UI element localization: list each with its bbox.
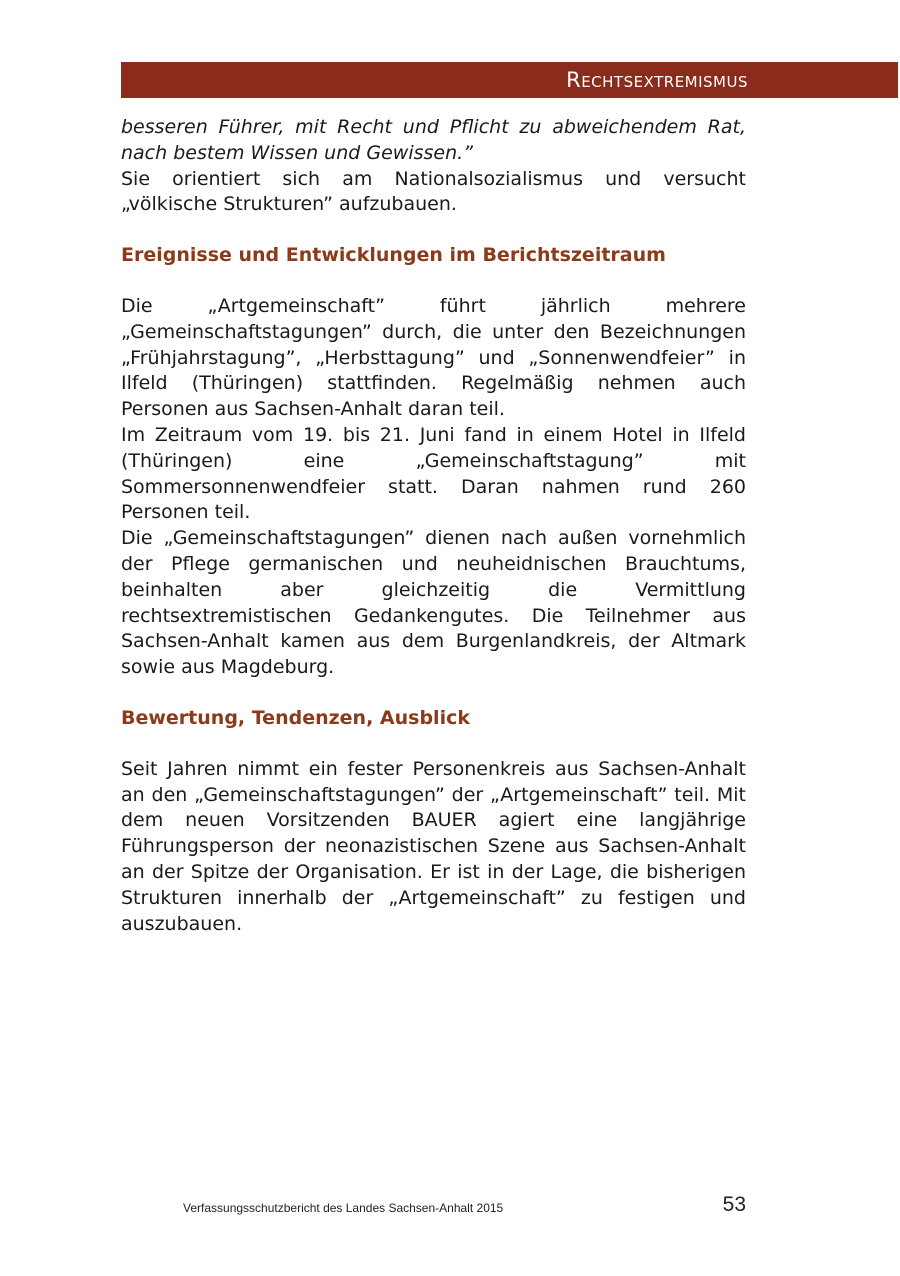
footer-publication-title: Verfassungsschutzbericht des Landes Sachsen-Anhalt 2015 — [183, 1201, 504, 1215]
paragraph-events-1: Die „Artgemeinschaft” führt jährlich mehrere „Gemeinschaftstagungen” durch, die unter den Bezeichnungen „Frühjahrstagung”, „Herbsttagung” und „Sonnenwendfeier” in Ilfeld (Thüringen) stattfinden. Regelmäßig nehmen auch Personen aus Sachsen-Anhalt daran teil. — [121, 294, 746, 421]
paragraph-events-3: Die „Gemeinschaftstagungen” dienen nach außen vornehmlich der Pflege germanischen und neuheidnischen Brauchtums, beinhalten aber gleichzeitig die Vermittlung rechtsextremistischen Gedankengutes. Die Teilnehmer aus Sachsen-Anhalt kamen aus dem Burgenlandkreis, der Altmark sowie aus Magdeburg. — [121, 527, 746, 679]
paragraph-events-2: Im Zeitraum vom 19. bis 21. Juni fand in einem Hotel in Ilfeld (Thüringen) eine „Gemeinschaftstagung” mit Sommersonnenwendfeier statt. Daran nahmen rund 260 Personen teil. — [121, 423, 746, 524]
page-number: 53 — [722, 1193, 746, 1216]
chapter-title: Rechtsextremismus — [566, 68, 748, 92]
chapter-header-bar — [121, 62, 898, 98]
section-heading-events: Ereignisse und Entwicklungen im Berichtszeitraum — [121, 244, 666, 267]
intro-quote: besseren Führer, mit Recht und Pflicht zu abweichendem Rat, nach bestem Wissen und Gewissen.” — [121, 116, 746, 164]
section-heading-assessment: Bewertung, Tendenzen, Ausblick — [121, 706, 470, 729]
paragraph-assessment: Seit Jahren nimmt ein fester Personenkreis aus Sachsen-Anhalt an den „Gemeinschaftstagungen” der „Artgemeinschaft” teil. Mit dem neuen Vorsitzenden BAUER agiert eine langjährige Führungsperson der neonazistischen Szene aus Sachsen-Anhalt an der Spitze der Organisation. Er ist in der Lage, die bisherigen Strukturen innerhalb der „Artgemeinschaft” zu festigen und auszubauen. — [121, 757, 746, 935]
intro-paragraph: Sie orientiert sich am Nationalsozialismus und versucht „völkische Strukturen” aufzubauen. — [121, 167, 746, 216]
page-content — [121, 115, 746, 937]
